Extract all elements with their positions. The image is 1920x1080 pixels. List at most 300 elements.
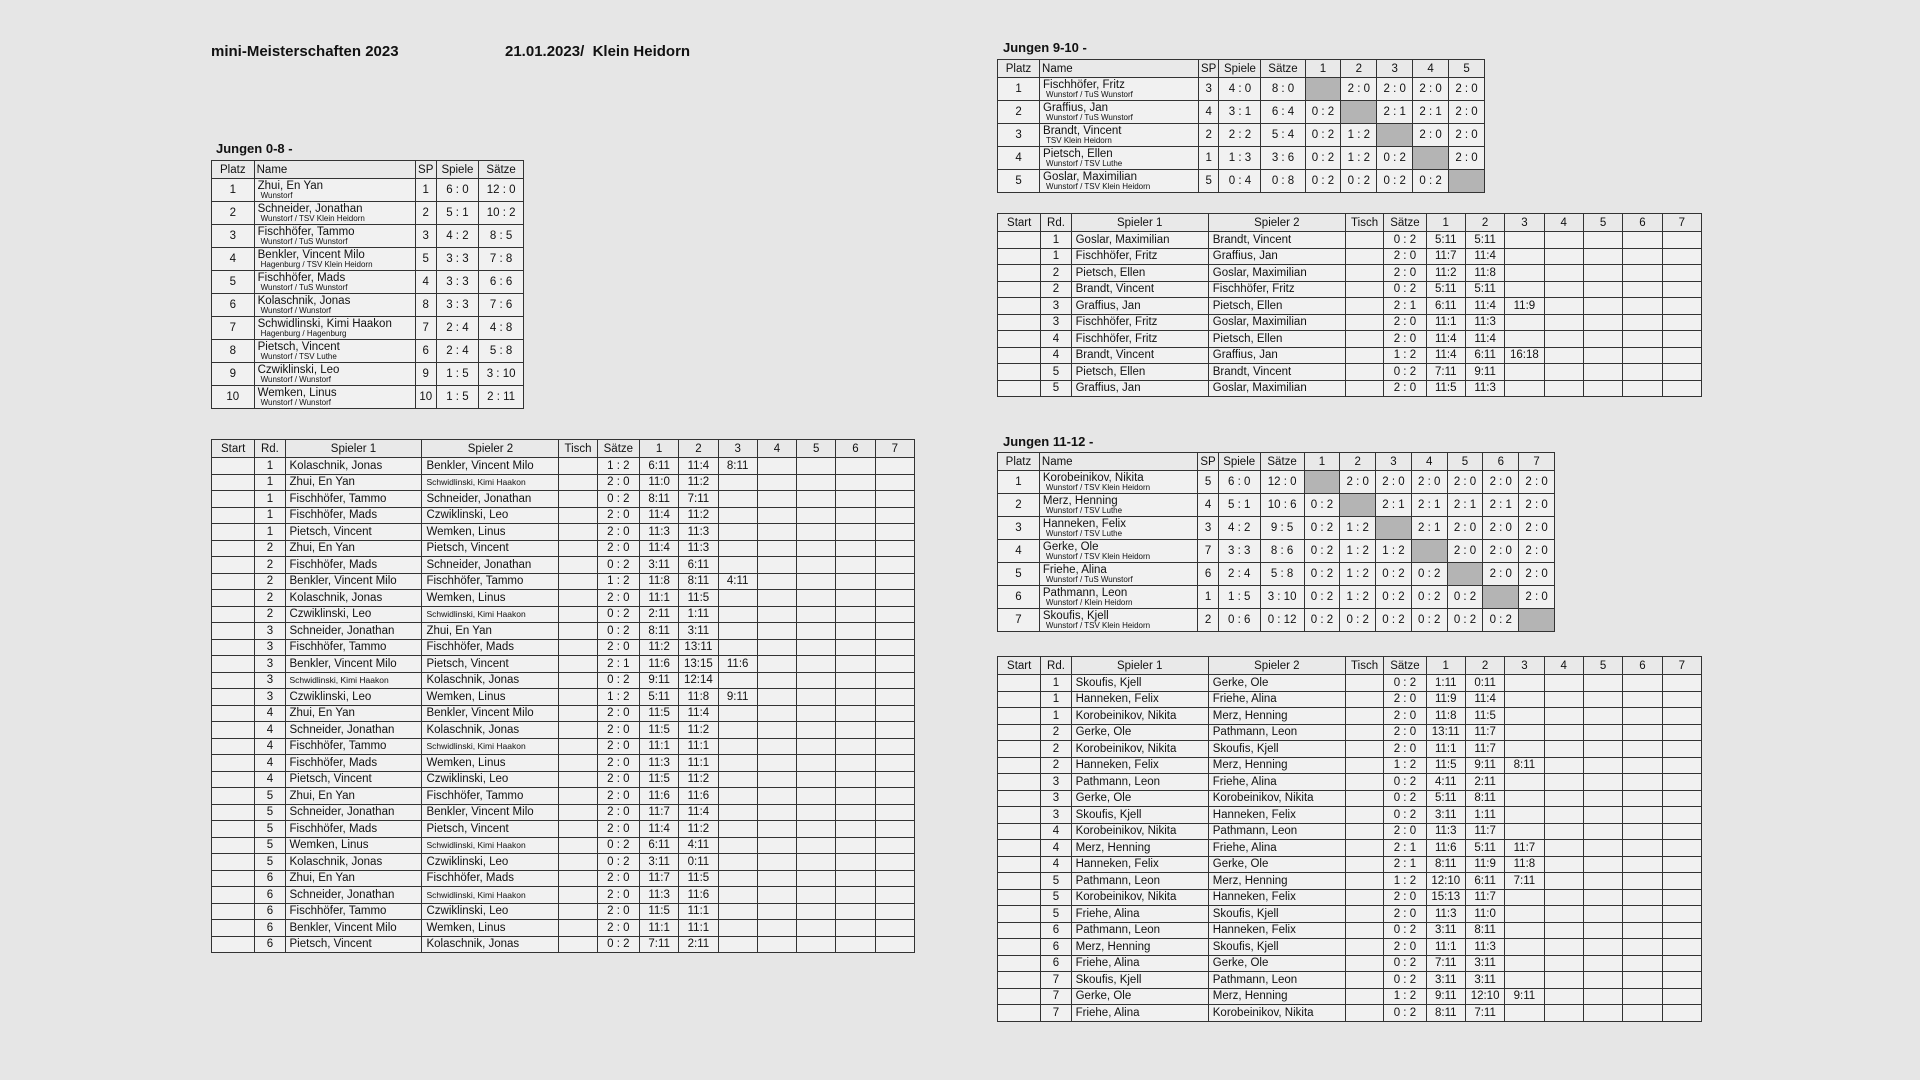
table-row [998,540,1555,563]
match-cell [1544,939,1583,956]
match-cell: 8:11 [1505,757,1544,774]
match-cell: 4 [255,722,285,739]
match-cell: 2 [1041,265,1071,282]
match-cell: 0 : 2 [1384,790,1426,807]
games-cell: 6 : 0 [436,179,479,202]
match-cell: 2 : 0 [597,705,639,722]
match-cell [797,920,836,937]
match-cell [1345,790,1383,807]
match-cell: 2 [255,557,285,574]
table-row [998,889,1702,906]
match-cell: 6 [255,920,285,937]
match-cell: Fischhöfer, Mads [422,639,559,656]
match-cell [1583,988,1622,1005]
player-club: Wunstorf / TSV Klein Heidorn [1045,551,1151,561]
match-cell: 8:11 [1465,790,1504,807]
match-cell: Benkler, Vincent Milo [422,705,559,722]
match-cell: 3:11 [640,557,679,574]
match-cell [718,540,757,557]
match-cell: Wemken, Linus [285,837,422,854]
result-cell: 2 : 0 [1377,78,1413,101]
match-cell [836,606,875,623]
match-cell: Merz, Henning [1208,757,1345,774]
match-cell [1505,675,1544,692]
match-cell: 11:4 [1465,331,1504,348]
column-header: Spiele [1219,60,1261,78]
match-cell: Hanneken, Felix [1071,757,1208,774]
column-header: Spieler 2 [422,440,559,458]
player-club: Hagenburg / Hagenburg [260,328,347,338]
match-cell [1345,298,1383,315]
match-cell [998,232,1041,249]
match-cell: 0 : 2 [597,623,639,640]
match-cell [1623,331,1662,348]
match-cell: Fischhöfer, Tammo [422,573,559,590]
player-club: Hagenburg / TSV Klein Heidorn [260,259,373,269]
match-cell: 11:6 [718,656,757,673]
column-header: Start [998,214,1041,232]
sets-cell: 8 : 0 [1261,78,1305,101]
match-cell: Schneider, Jonathan [285,722,422,739]
match-cell: Goslar, Maximilian [1208,265,1345,282]
match-cell: Schneider, Jonathan [422,557,559,574]
table-row [998,939,1702,956]
match-cell [1345,873,1383,890]
match-cell [1623,955,1662,972]
match-cell: 1 [1041,232,1071,249]
sp-cell: 2 [1198,609,1218,632]
match-cell: Kolaschnik, Jonas [422,722,559,739]
player-cell [1039,471,1197,494]
column-header: Tisch [559,440,597,458]
match-cell [1583,906,1622,923]
match-cell: 7:11 [1426,364,1465,381]
table-row [212,202,524,225]
match-cell [1345,281,1383,298]
table-row [998,314,1702,331]
match-cell [998,972,1041,989]
match-cell [836,656,875,673]
result-cell: 2 : 0 [1341,78,1377,101]
table-row [998,170,1485,193]
match-cell: 11:7 [640,804,679,821]
match-cell: 11:6 [640,788,679,805]
match-cell: Zhui, En Yan [285,705,422,722]
player-club: Wunstorf / TuS Wunstorf [1045,574,1133,584]
match-cell [212,540,255,557]
match-cell: 8:11 [640,491,679,508]
diagonal-cell [1305,78,1341,101]
column-header: 4 [1544,657,1583,675]
column-header: Sätze [479,161,524,179]
games-cell: 2 : 4 [436,317,479,340]
match-cell [1583,364,1622,381]
table-row [998,757,1702,774]
diagonal-cell [1340,494,1376,517]
match-cell: 2 [255,573,285,590]
match-cell [718,524,757,541]
match-cell: Fischhöfer, Mads [285,507,422,524]
games-cell: 2 : 2 [1219,124,1261,147]
match-cell [1544,347,1583,364]
player-cell [254,317,415,340]
match-cell: 1 [1041,675,1071,692]
table-row [998,232,1702,249]
match-cell [1345,757,1383,774]
match-cell: 1 : 2 [1384,988,1426,1005]
match-cell: 7:11 [679,491,718,508]
match-cell: 3:11 [1465,972,1504,989]
rank-cell: 7 [212,317,255,340]
column-header: 3 [1505,657,1544,675]
match-cell [1345,807,1383,824]
table-row [998,823,1702,840]
table-row [212,722,915,739]
column-header: Spieler 1 [285,440,422,458]
match-cell [875,672,914,689]
match-cell [559,705,597,722]
match-cell: 11:8 [1465,265,1504,282]
match-cell: 2 : 1 [1384,298,1426,315]
match-cell [1583,248,1622,265]
result-cell: 0 : 2 [1304,563,1340,586]
match-cell [1623,1005,1662,1022]
match-cell: 0 : 2 [597,837,639,854]
diagonal-cell [1411,540,1447,563]
match-cell [1623,380,1662,397]
games-cell: 1 : 5 [1218,586,1260,609]
column-header: SP [1198,60,1219,78]
match-cell: Zhui, En Yan [285,474,422,491]
match-cell: 11:2 [1426,265,1465,282]
match-cell: 11:4 [1465,248,1504,265]
rank-cell: 10 [212,386,255,409]
player-name: Gerke, Ole [1042,540,1099,553]
match-cell [718,491,757,508]
sets-cell: 12 : 0 [1260,471,1304,494]
standings-table [997,452,1555,632]
match-cell [875,491,914,508]
match-cell [998,856,1041,873]
table-row [998,1005,1702,1022]
player-club: Wunstorf / TuS Wunstorf [260,282,348,292]
result-cell: 0 : 2 [1304,517,1340,540]
table-row [212,386,524,409]
result-cell: 2 : 0 [1449,124,1485,147]
result-cell: 1 : 2 [1341,147,1377,170]
match-cell: Friehe, Alina [1071,1005,1208,1022]
match-cell [1583,741,1622,758]
sp-cell: 6 [1198,563,1218,586]
sp-cell: 4 [415,271,436,294]
page-title: mini-Meisterschaften 2023 [211,43,399,60]
result-cell: 1 : 2 [1340,563,1376,586]
match-cell [1505,1005,1544,1022]
match-cell [757,689,796,706]
match-cell [1662,906,1701,923]
match-cell [1662,298,1701,315]
games-cell: 3 : 1 [1219,101,1261,124]
sets-cell: 2 : 11 [479,386,524,409]
match-cell [1662,757,1701,774]
match-cell: 0 : 2 [1384,955,1426,972]
match-cell [757,507,796,524]
table-row [212,821,915,838]
match-cell: 2 : 0 [1384,314,1426,331]
match-cell [1623,741,1662,758]
match-cell: Wemken, Linus [422,590,559,607]
match-cell: 2 : 0 [1384,708,1426,725]
match-cell [1505,807,1544,824]
match-cell: Pathmann, Leon [1208,972,1345,989]
match-cell [1345,988,1383,1005]
match-cell [212,788,255,805]
match-cell [1345,232,1383,249]
table-row [212,606,915,623]
match-cell [1583,939,1622,956]
games-cell: 3 : 3 [436,248,479,271]
match-cell: 11:8 [679,689,718,706]
column-header: 6 [836,440,875,458]
result-cell: 2 : 0 [1447,471,1483,494]
result-cell: 1 : 2 [1376,540,1412,563]
match-cell [1505,691,1544,708]
match-cell [1662,823,1701,840]
match-cell [1662,675,1701,692]
match-cell: 11:7 [1465,741,1504,758]
match-cell [1662,314,1701,331]
match-cell: 7 [1041,988,1071,1005]
match-cell: Pathmann, Leon [1071,774,1208,791]
match-cell [797,623,836,640]
match-cell: 2 : 0 [597,507,639,524]
match-cell: Friehe, Alina [1208,840,1345,857]
match-cell: Brandt, Vincent [1208,232,1345,249]
match-cell: 8:11 [718,458,757,475]
result-cell: 2 : 0 [1483,517,1519,540]
match-cell [212,507,255,524]
player-name: Skoufis, Kjell [1042,609,1109,622]
match-cell [718,903,757,920]
match-cell [559,639,597,656]
match-cell [1623,281,1662,298]
match-cell: 2:11 [679,936,718,953]
sp-cell: 1 [1198,147,1219,170]
match-cell: 6 [255,936,285,953]
match-cell [757,804,796,821]
match-cell: 3 [1041,298,1071,315]
match-cell: 11:7 [1465,889,1504,906]
match-cell [1662,922,1701,939]
table-row [998,265,1702,282]
match-cell: 2 : 0 [597,474,639,491]
match-cell: Wemken, Linus [422,755,559,772]
match-cell: 5 [255,804,285,821]
match-cell: 3:11 [679,623,718,640]
match-cell: 1 : 2 [597,458,639,475]
match-cell: 3:11 [1426,922,1465,939]
match-cell: 2 : 0 [597,870,639,887]
column-header: Spiele [436,161,479,179]
match-cell: Graffius, Jan [1071,298,1208,315]
match-cell [797,540,836,557]
match-cell [1345,889,1383,906]
match-cell: Brandt, Vincent [1208,364,1345,381]
match-cell [1583,889,1622,906]
match-cell: 6 [1041,939,1071,956]
table-row [998,331,1702,348]
match-cell: Korobeinikov, Nikita [1208,790,1345,807]
match-cell [875,854,914,871]
match-cell: 0:11 [1465,675,1504,692]
player-cell [1040,124,1199,147]
match-cell: 11:4 [679,458,718,475]
match-cell [1662,790,1701,807]
match-cell: 5 [1041,873,1071,890]
column-header: Spiele [1218,453,1260,471]
column-header: 2 [679,440,718,458]
match-cell [998,807,1041,824]
match-cell [1544,823,1583,840]
result-cell: 2 : 1 [1377,101,1413,124]
match-cell: Graffius, Jan [1071,380,1208,397]
sets-cell: 8 : 5 [479,225,524,248]
match-cell: Gerke, Ole [1208,856,1345,873]
match-cell: 3 [1041,790,1071,807]
sp-cell: 7 [1198,540,1218,563]
match-cell [1623,248,1662,265]
match-cell: 11:3 [679,524,718,541]
match-cell: 11:1 [1426,314,1465,331]
match-cell: 2 : 1 [1384,840,1426,857]
match-cell [1623,724,1662,741]
sets-cell: 5 : 4 [1261,124,1305,147]
match-cell [757,672,796,689]
player-cell [254,386,415,409]
match-cell [212,821,255,838]
match-cell: 1 : 2 [597,689,639,706]
match-cell: 11:7 [1426,248,1465,265]
match-cell [797,606,836,623]
match-cell: 11:4 [1465,298,1504,315]
match-cell: Schwidlinski, Kimi Haakon [422,738,559,755]
player-club: Wunstorf / TSV Luthe [1046,158,1123,168]
sets-cell: 5 : 8 [1260,563,1304,586]
match-cell [718,623,757,640]
match-cell: 5:11 [1426,281,1465,298]
match-cell [875,887,914,904]
match-cell [1583,347,1622,364]
player-cell [254,340,415,363]
match-cell [718,722,757,739]
match-cell: 4 [1041,347,1071,364]
match-cell [212,524,255,541]
match-cell: Schneider, Jonathan [285,804,422,821]
match-cell [212,804,255,821]
match-cell: 11:8 [640,573,679,590]
match-cell: Goslar, Maximilian [1208,380,1345,397]
match-cell: Merz, Henning [1208,708,1345,725]
match-cell [212,738,255,755]
match-cell: 11:5 [679,870,718,887]
diagonal-cell [1519,609,1555,632]
player-cell [1040,170,1199,193]
match-cell [998,298,1041,315]
match-cell [718,672,757,689]
match-cell: 9:11 [718,689,757,706]
sp-cell: 7 [415,317,436,340]
sp-cell: 5 [1198,471,1218,494]
match-cell [559,903,597,920]
match-cell [1505,724,1544,741]
column-header: Tisch [1345,214,1383,232]
match-cell [1623,364,1662,381]
games-cell: 1 : 5 [436,386,479,409]
match-cell: 2 : 1 [1384,856,1426,873]
games-cell: 0 : 4 [1219,170,1261,193]
match-cell: 11:3 [1426,906,1465,923]
rank-cell: 5 [998,563,1040,586]
match-cell: 2 [1041,757,1071,774]
match-cell [757,458,796,475]
sets-cell: 8 : 6 [1260,540,1304,563]
match-cell [559,606,597,623]
match-cell [1505,265,1544,282]
table-row [212,573,915,590]
match-cell: Skoufis, Kjell [1071,972,1208,989]
match-cell [1345,906,1383,923]
match-cell: Kolaschnik, Jonas [422,672,559,689]
player-club: Wunstorf / TSV Klein Heidorn [1045,620,1151,630]
match-cell [1583,281,1622,298]
match-cell [797,639,836,656]
match-cell [1345,364,1383,381]
match-cell [998,939,1041,956]
match-cell [836,540,875,557]
match-cell: 2 : 0 [597,540,639,557]
match-cell [836,903,875,920]
match-cell: 6:11 [679,557,718,574]
games-cell: 1 : 5 [436,363,479,386]
column-header: Tisch [1345,657,1383,675]
match-cell: 11:3 [1465,939,1504,956]
match-cell [757,639,796,656]
match-cell: 11:5 [640,705,679,722]
match-cell: 2 : 0 [1384,691,1426,708]
games-cell: 1 : 3 [1219,147,1261,170]
match-cell: Benkler, Vincent Milo [285,656,422,673]
column-header: Platz [998,453,1040,471]
match-cell: 7:11 [1505,873,1544,890]
sets-cell: 9 : 5 [1260,517,1304,540]
table-row [998,586,1555,609]
match-cell [718,920,757,937]
result-cell: 0 : 2 [1377,147,1413,170]
match-cell [1662,807,1701,824]
match-cell: 11:6 [679,788,718,805]
match-cell [1544,708,1583,725]
match-cell [757,491,796,508]
player-name: Fischhöfer, Fritz [1043,78,1125,91]
match-cell: 11:4 [1465,691,1504,708]
column-header: Platz [212,161,255,179]
match-cell: Kolaschnik, Jonas [285,458,422,475]
match-cell [212,606,255,623]
match-cell [875,771,914,788]
match-cell [797,573,836,590]
match-cell: Fischhöfer, Mads [285,821,422,838]
match-cell [998,840,1041,857]
